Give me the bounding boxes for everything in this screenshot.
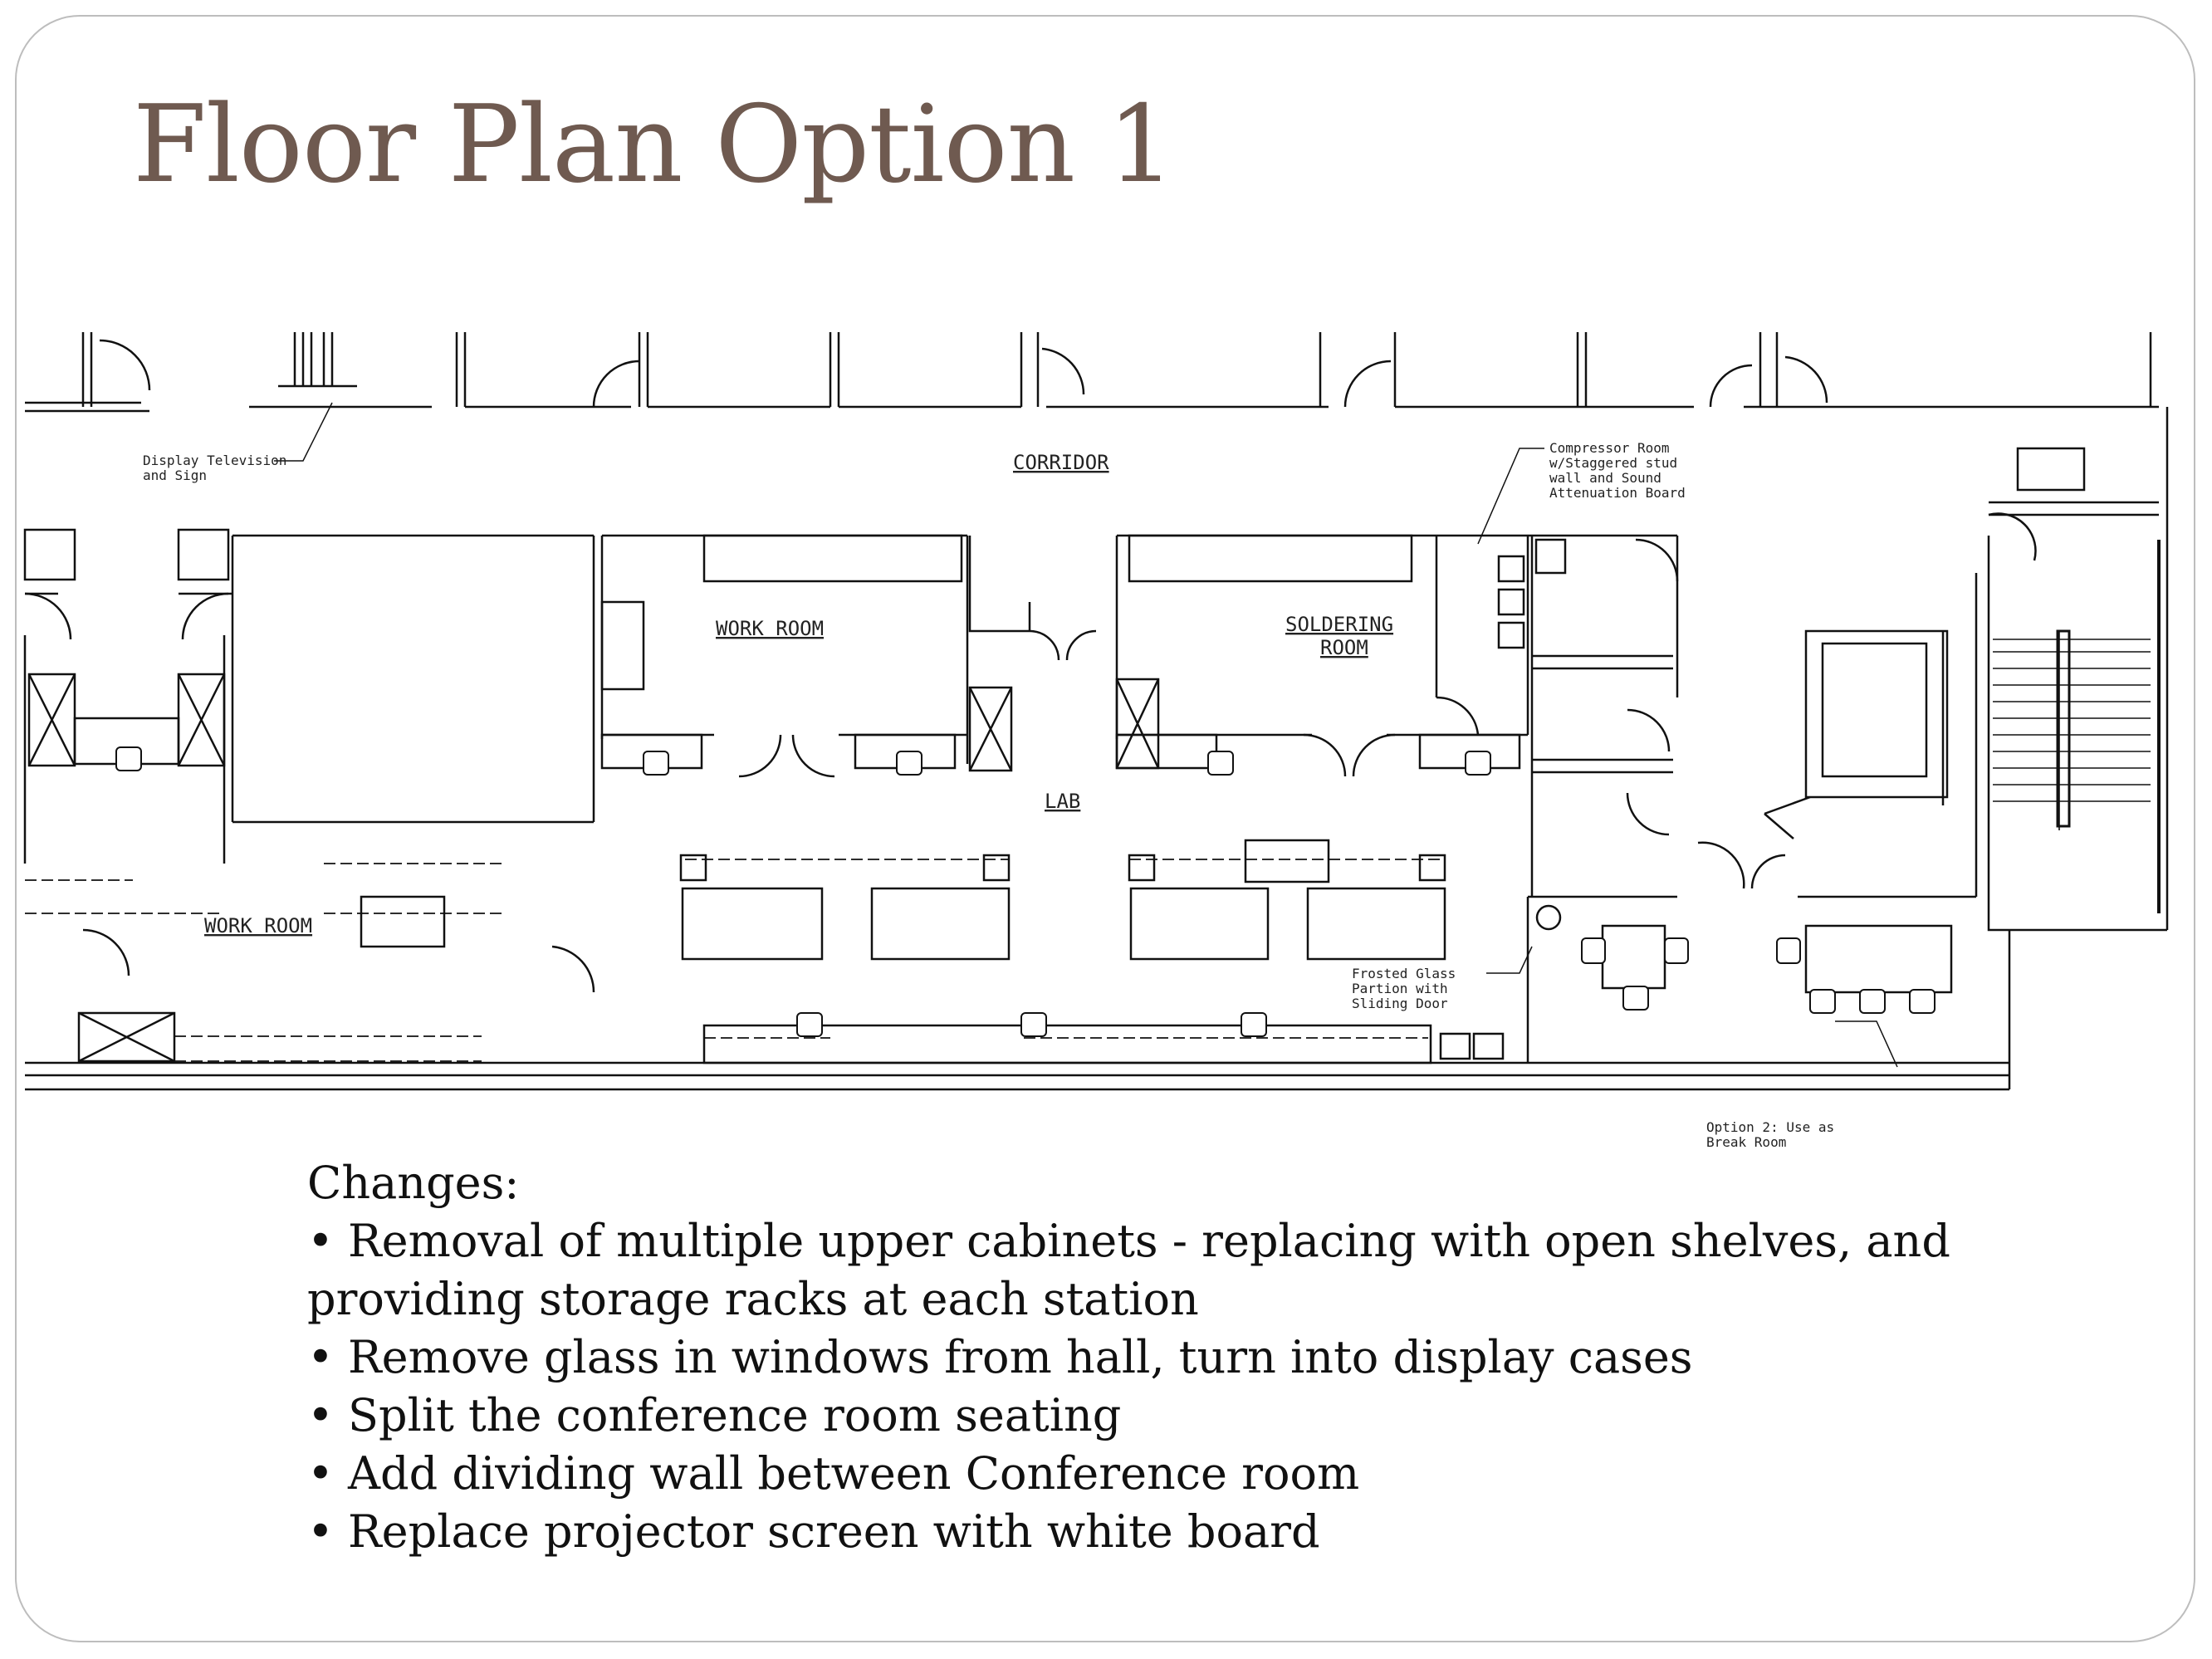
corridor-label: CORRIDOR — [1013, 451, 1109, 474]
display-tv-note-line2: and Sign — [143, 467, 208, 483]
compressor-note-line2: w/Staggered stud — [1549, 455, 1678, 471]
corridor-partitions — [83, 332, 2151, 407]
lab-label: LAB — [1045, 790, 1081, 813]
change-item: • Replace projector screen with white board — [307, 1505, 1320, 1558]
frosted-glass-note-line2: Partion with — [1352, 981, 1448, 996]
change-item: • Removal of multiple upper cabinets - replacing with open shelves, and — [307, 1215, 1950, 1267]
display-tv-note-line1: Display Television — [143, 453, 287, 468]
change-item: • Remove glass in windows from hall, turn into display cases — [307, 1331, 1693, 1383]
compressor-note-line1: Compressor Room — [1549, 440, 1670, 456]
changes-list — [307, 1154, 1968, 1561]
soldering-room-label-line2: ROOM — [1320, 636, 1368, 659]
frosted-glass-note-line1: Frosted Glass — [1352, 966, 1456, 981]
compressor-note-line4: Attenuation Board — [1549, 485, 1686, 501]
floor-plan — [0, 316, 2212, 1154]
change-item: providing storage racks at each station — [307, 1273, 1199, 1325]
soldering-room-label-line1: SOLDERING — [1285, 613, 1394, 636]
slide-title: Floor Plan Option 1 — [133, 83, 1175, 207]
changes-heading: Changes: — [307, 1157, 520, 1209]
work-room-top-label: WORK ROOM — [716, 617, 825, 640]
work-room-left-label: WORK ROOM — [204, 914, 313, 937]
change-item: • Split the conference room seating — [307, 1389, 1122, 1441]
option2-note-line1: Option 2: Use as — [1706, 1119, 1835, 1135]
compressor-note-line3: wall and Sound — [1549, 470, 1661, 486]
option2-note-line2: Break Room — [1706, 1134, 1787, 1150]
corridor-upper-wall — [25, 403, 2159, 411]
frosted-glass-note-line3: Sliding Door — [1352, 996, 1448, 1011]
change-item: • Add dividing wall between Conference room — [307, 1447, 1360, 1500]
